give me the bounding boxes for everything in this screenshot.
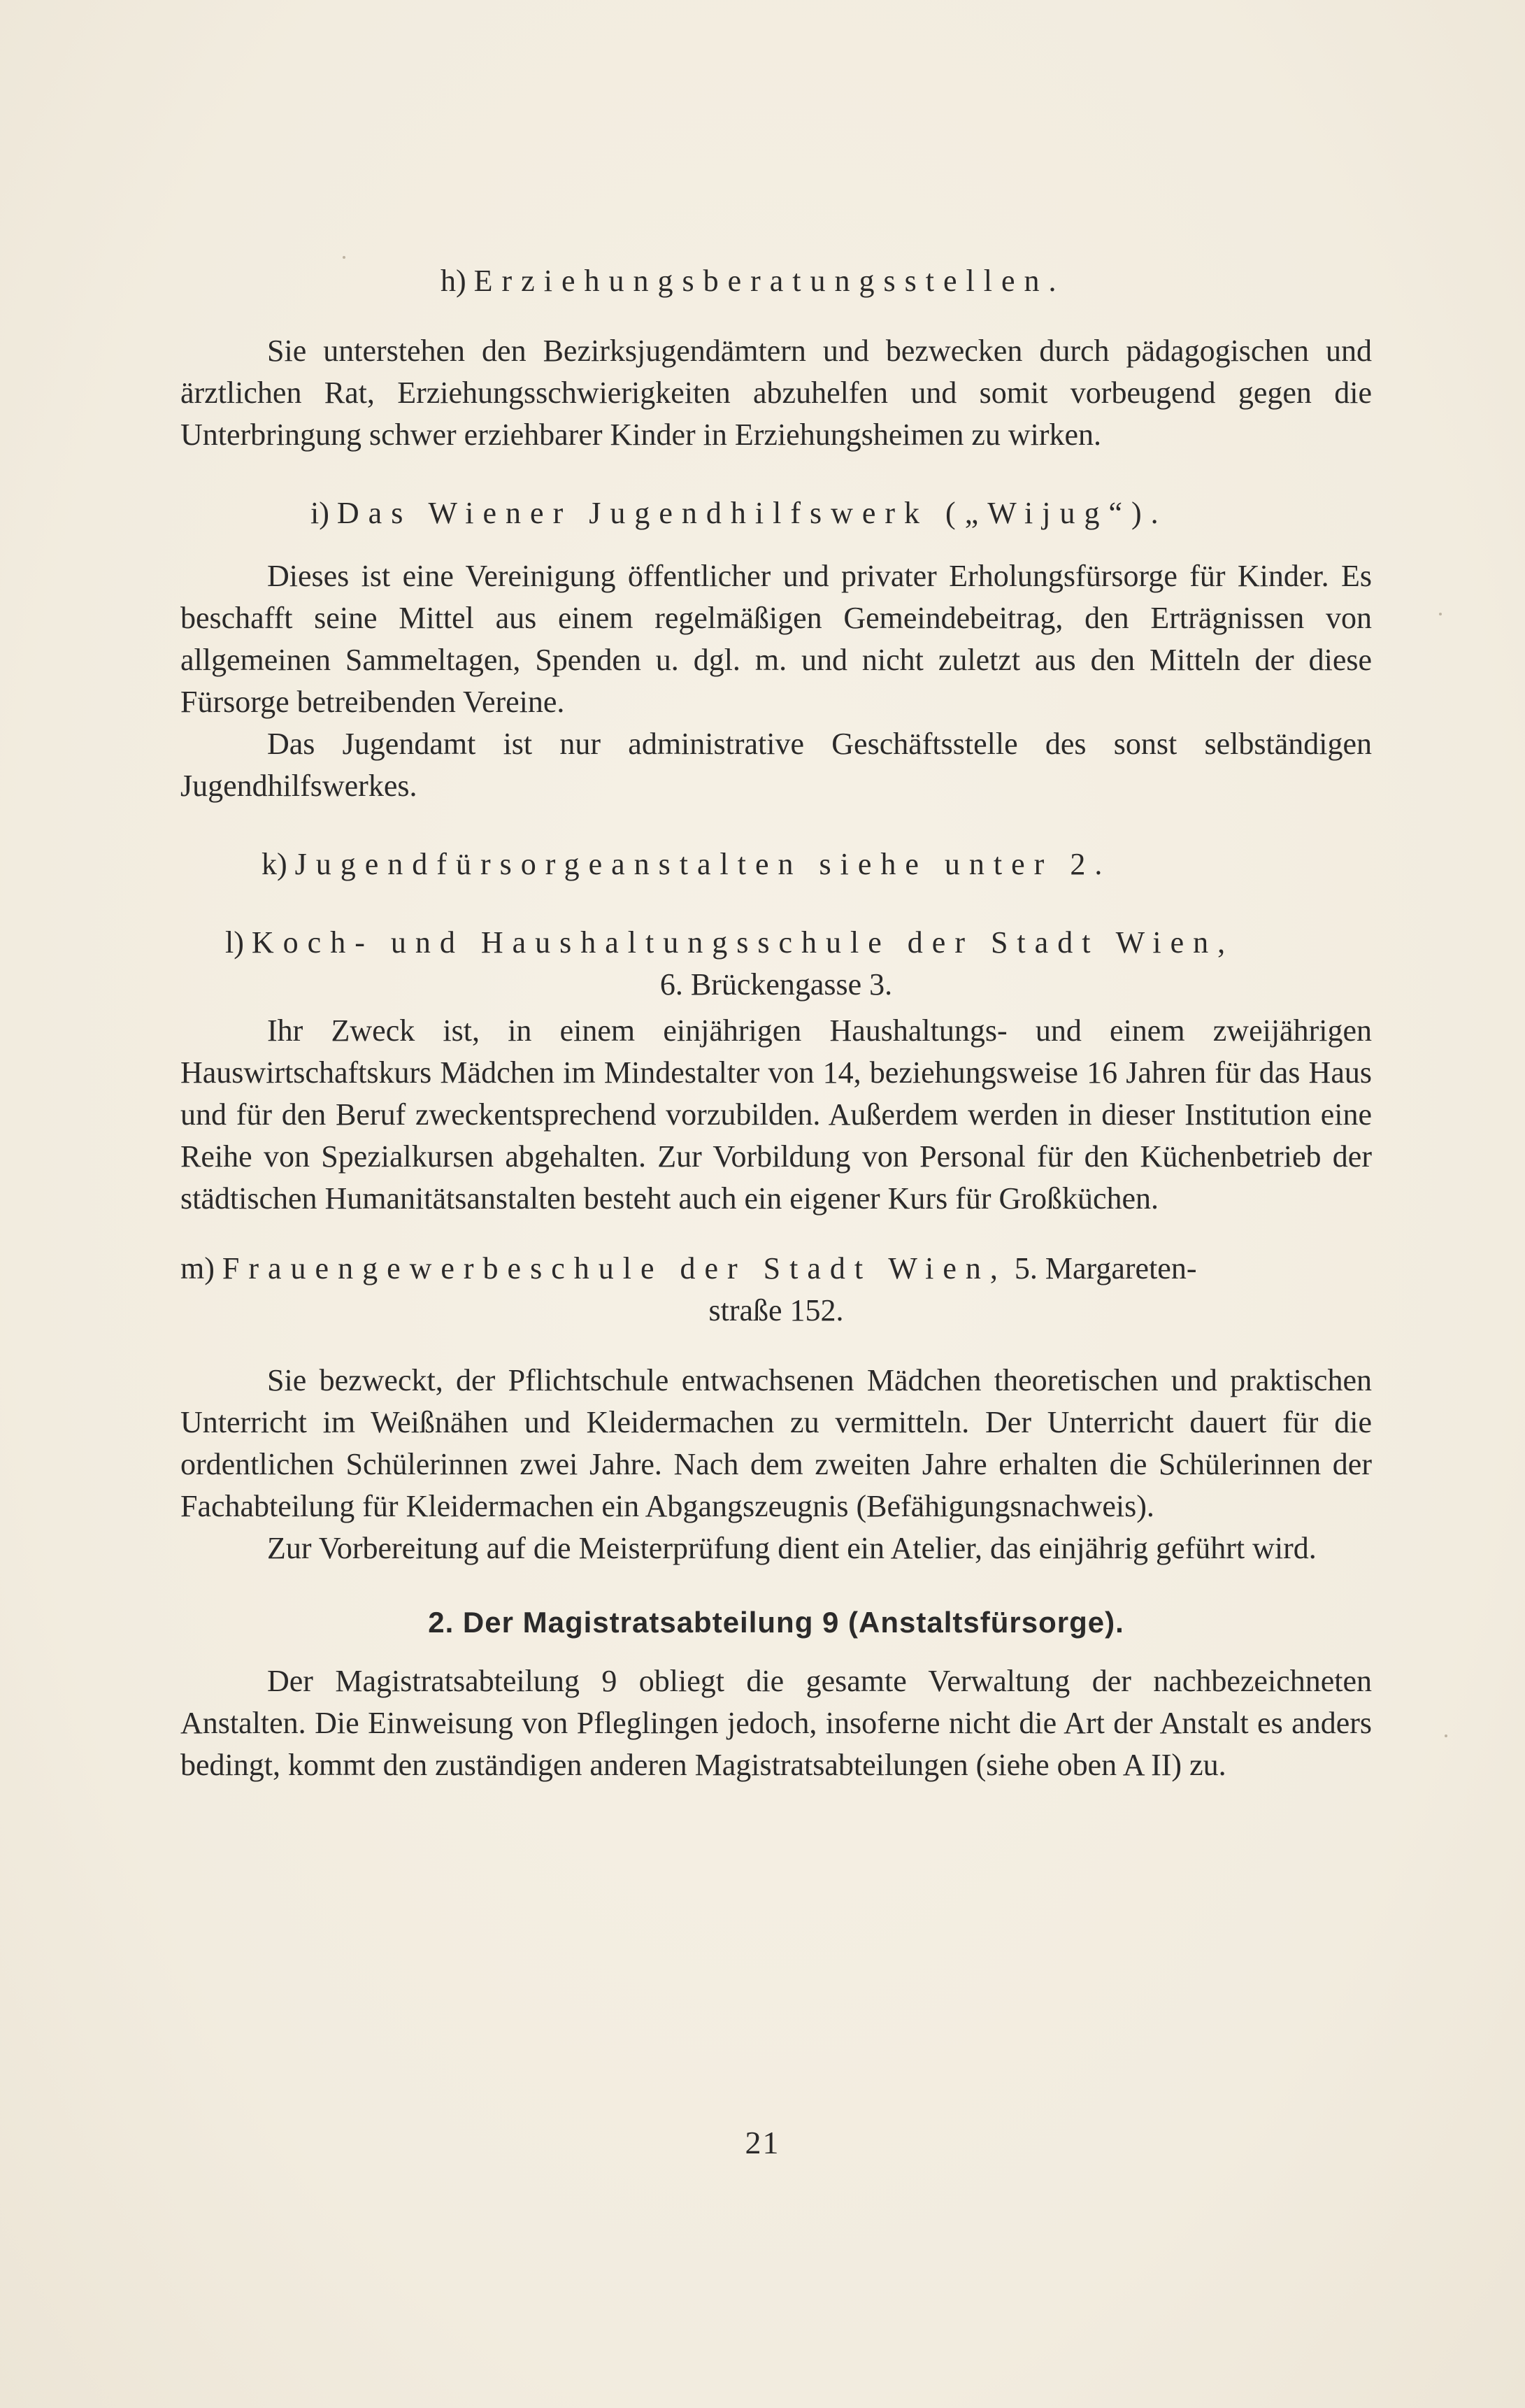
section-m-paragraph-2: Zur Vorbereitung auf die Meisterprüfung dient ein Atelier, das einjährig geführt wird. [267, 1531, 1317, 1565]
page-number: 21 [745, 2125, 780, 2160]
section-m-address-continued: straße 152. [708, 1293, 844, 1327]
section-2-paragraph: Der Magistratsabteilung 9 obliegt die gesamte Verwaltung der nachbezeichneten Anstalten. Die Einweisung von Pfleglingen jedoch, insoferne nicht die Art der Anstalt es anders bedingt, kommt den zuständigen anderen Magistratsabteilungen (siehe oben A II) zu. [180, 1664, 1372, 1782]
paper-speck [1445, 1734, 1447, 1737]
section-m-paragraph-1: Sie bezweckt, der Pflichtschule entwachsenen Mädchen theoretischen und praktischen Unterricht im Weißnähen und Kleidermachen zu vermitteln. Der Unterricht dauert für die ordentlichen Schülerinnen zwei Jahre. Nach dem zweiten Jahre erhalten die Schülerinnen der Fachabteilung für Kleidermachen ein Abgangszeugnis (Befähigungsnachweis). [180, 1363, 1372, 1523]
page-body [180, 260, 1372, 1786]
section-k-heading [180, 843, 1372, 885]
section-i-paragraph-1: Dieses ist eine Vereinigung öffentlicher und privater Erholungsfürsorge für Kinder. Es beschafft seine Mittel aus einem regelmäßigen Gemeindebeitrag, den Erträgnissen von allgemeinen Sammeltagen, Spenden u. dgl. m. und nicht zuletzt aus den Mitteln der diese Fürsorge betreibenden Vereine. [180, 559, 1372, 719]
section-h-paragraph: Sie unterstehen den Bezirksjugendämtern und bezwecken durch pädagogischen und ärztlichen Rat, Erziehungsschwierigkeiten abzuhelfen und somit vorbeugend gegen die Unterbringung schwer erziehbarer Kinder in Erziehungsheimen zu wirken. [180, 334, 1372, 452]
paper-speck [1439, 613, 1442, 615]
section-m-title: Frauengewerbeschule der Stadt Wien, [222, 1251, 1007, 1285]
paper-speck [343, 256, 345, 259]
section-i-title: Das Wiener Jugendhilfswerk („Wijug“). [336, 496, 1168, 530]
section-i-paragraph-2: Das Jugendamt ist nur administrative Geschäftsstelle des sonst selbständigen Jugendhilfswerkes. [180, 727, 1372, 803]
section-l-title: Koch- und Haushaltungsschule der Stadt Wien, [251, 925, 1235, 960]
section-2-heading: 2. Der Magistratsabteilung 9 (Anstaltsfürsorge). [428, 1606, 1124, 1639]
section-l-paragraph: Ihr Zweck ist, in einem einjährigen Haushaltungs- und einem zweijährigen Hauswirtschaftskurs Mädchen im Mindestalter von 14, beziehungsweise 16 Jahren für das Haus und für den Beruf zweckentsprechend vorzubilden. Außerdem werden in dieser Institution eine Reihe von Spezialkursen abgehalten. Zur Vorbildung von Personal für den Küchenbetrieb der städtischen Humanitätsanstalten besteht auch ein eigener Kurs für Großküchen. [180, 1013, 1372, 1216]
section-k-title: Jugendfürsorgeanstalten siehe unter 2. [294, 847, 1112, 881]
section-l-heading [180, 922, 1372, 964]
section-m-heading [180, 1248, 1372, 1290]
section-l-address: 6. Brückengasse 3. [659, 967, 893, 1002]
section-m-address: 5. Margareten- [1014, 1251, 1197, 1285]
section-h-title: Erziehungsberatungsstellen. [473, 264, 1066, 298]
section-k-prefix: k) [262, 847, 287, 881]
section-l-prefix: l) [225, 925, 244, 960]
section-h-heading [180, 260, 1372, 302]
section-m-prefix: m) [180, 1251, 215, 1285]
section-i-prefix: i) [310, 496, 329, 530]
section-h-prefix: h) [441, 264, 466, 298]
section-i-heading [180, 492, 1372, 534]
